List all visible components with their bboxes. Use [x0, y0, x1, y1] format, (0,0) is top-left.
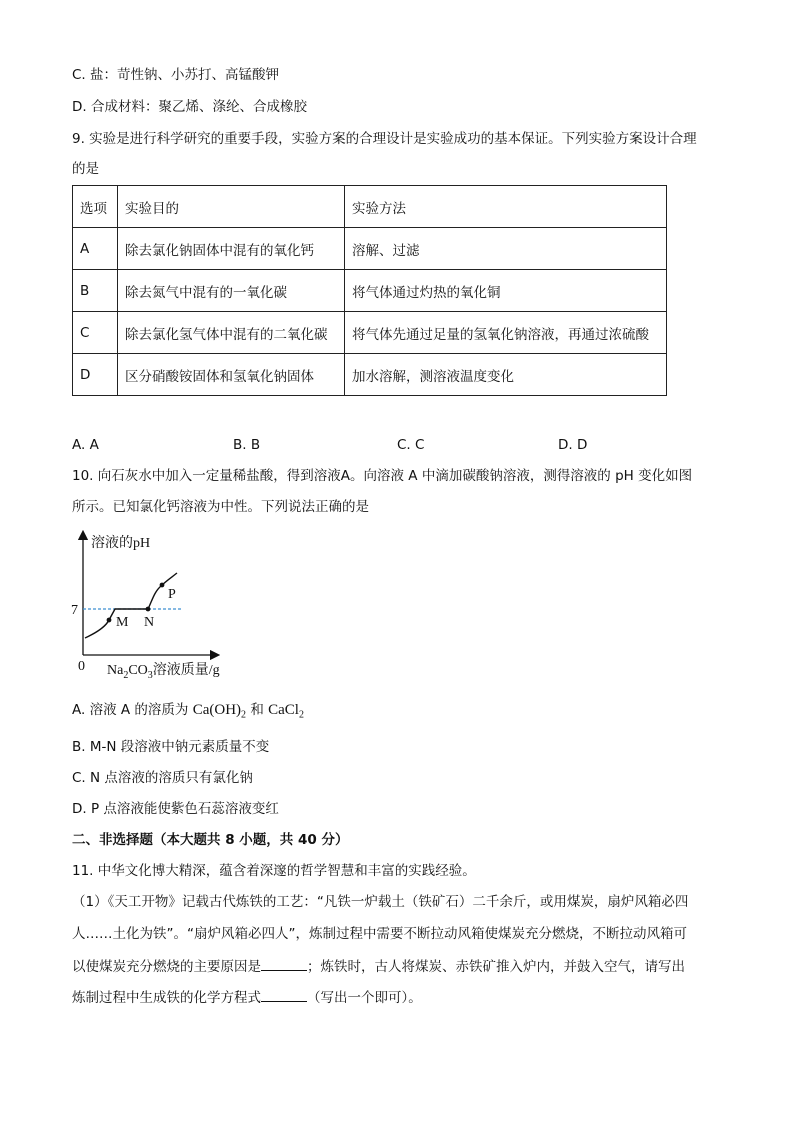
- table-header-cell: 实验目的: [118, 186, 345, 228]
- q11-line4-text-a: 炼制过程中生成铁的化学方程式: [72, 990, 261, 1006]
- table-cell: 除去氯化钠固体中混有的氧化钙: [118, 228, 345, 270]
- q10-option-c: C. N 点溶液的溶质只有氯化钠: [72, 770, 253, 786]
- table-cell: 除去氮气中混有的一氧化碳: [118, 270, 345, 312]
- table-cell: 将气体通过灼热的氧化铜: [345, 270, 667, 312]
- q11-part1-line4: [72, 987, 422, 1008]
- option-a-text: A. 溶液 A 的溶质为: [72, 702, 189, 718]
- table-cell: C: [73, 312, 118, 354]
- x-label-sub1: 2: [123, 670, 129, 681]
- y-axis-label: 溶液的pH: [91, 536, 151, 551]
- point-m-label: M: [116, 615, 129, 630]
- formula-oh-sub: 2: [241, 709, 247, 721]
- q11-part1-line2: 人……土化为铁”。“扇炉风箱必四人”，炼制过程中需要不断拉动风箱使煤炭充分燃烧，不断拉动风箱可: [72, 926, 687, 942]
- table-cell: A: [73, 228, 118, 270]
- x-label-suffix: 溶液质量/g: [152, 663, 220, 678]
- table-header-row: [73, 186, 667, 228]
- formula-oh: (OH): [209, 702, 242, 718]
- q10-ph-graph: [60, 525, 280, 685]
- q9-choice-c: C. C: [397, 437, 425, 453]
- x-label-na: Na: [107, 663, 124, 678]
- table-cell: 溶解、过滤: [345, 228, 667, 270]
- table-cell: 除去氯化氢气体中混有的二氧化碳: [118, 312, 345, 354]
- q10-option-b: B. M-N 段溶液中钠元素质量不变: [72, 739, 270, 755]
- answer-blank-1[interactable]: [261, 956, 307, 971]
- table-row: [73, 354, 667, 396]
- q8-option-c: C. 盐：苛性钠、小苏打、高锰酸钾: [72, 67, 280, 83]
- x-label-sub2: 3: [147, 670, 153, 681]
- table-row: [73, 312, 667, 354]
- table-cell: 加水溶解，测溶液温度变化: [345, 354, 667, 396]
- formula-cacl-sub: 2: [298, 709, 304, 721]
- point-n-marker: [146, 607, 151, 612]
- q11-part1-line3: [72, 956, 685, 977]
- q10-option-d: D. P 点溶液能使紫色石蕊溶液变红: [72, 801, 279, 817]
- point-p-label: P: [168, 587, 176, 602]
- q11-line4-text-b: （写出一个即可）。: [307, 990, 422, 1006]
- q9-stem-line2: 的是: [72, 161, 99, 177]
- table-cell: B: [73, 270, 118, 312]
- q11-line3-text-b: ；炼铁时，古人将煤炭、赤铁矿推入炉内，并鼓入空气，请写出: [307, 959, 685, 975]
- table-cell: 将气体先通过足量的氢氧化钠溶液，再通过浓硫酸: [345, 312, 667, 354]
- x-axis-label: [107, 661, 220, 681]
- formula-ca: Ca: [192, 702, 210, 718]
- q9-choice-d: D. D: [558, 437, 588, 453]
- option-a-and: 和: [250, 702, 264, 718]
- table-row: [73, 270, 667, 312]
- q10-option-a: [72, 700, 304, 726]
- table-cell: 区分硝酸铵固体和氢氧化钠固体: [118, 354, 345, 396]
- q9-table: [72, 185, 667, 396]
- point-p-marker: [160, 583, 165, 588]
- q10-stem-line2: 所示。已知氯化钙溶液为中性。下列说法正确的是: [72, 499, 369, 515]
- q9-choice-a: A. A: [72, 437, 99, 453]
- q9-stem-line1: 9. 实验是进行科学研究的重要手段，实验方案的合理设计是实验成功的基本保证。下列实验方案设计合理: [72, 131, 697, 147]
- table-cell: D: [73, 354, 118, 396]
- table-row: [73, 228, 667, 270]
- point-m-marker: [107, 618, 112, 623]
- q10-stem-line1: 10. 向石灰水中加入一定量稀盐酸，得到溶液A。向溶液 A 中滴加碳酸钠溶液，测得溶液的 pH 变化如图: [72, 468, 693, 484]
- formula-cacl: CaCl: [268, 702, 299, 718]
- ph-curve: [85, 573, 177, 638]
- point-n-label: N: [144, 615, 155, 630]
- section-title: 二、非选择题（本大题共 8 小题，共 40 分）: [72, 832, 349, 848]
- origin-label: 0: [78, 659, 85, 674]
- table-header-cell: 选项: [73, 186, 118, 228]
- answer-blank-2[interactable]: [261, 987, 307, 1002]
- tick-7-label: 7: [71, 603, 78, 618]
- q11-part1-line1: （1）《天工开物》记载古代炼铁的工艺：“凡铁一炉载土（铁矿石）二千余斤，或用煤炭，扇炉风箱必四: [72, 894, 689, 910]
- x-label-co: CO: [128, 663, 148, 678]
- q9-choice-b: B. B: [233, 437, 261, 453]
- q11-line3-text-a: 以使煤炭充分燃烧的主要原因是: [72, 959, 261, 975]
- table-header-cell: 实验方法: [345, 186, 667, 228]
- q8-option-d: D. 合成材料：聚乙烯、涤纶、合成橡胶: [72, 99, 307, 115]
- q11-stem: 11. 中华文化博大精深，蕴含着深邃的哲学智慧和丰富的实践经验。: [72, 863, 476, 879]
